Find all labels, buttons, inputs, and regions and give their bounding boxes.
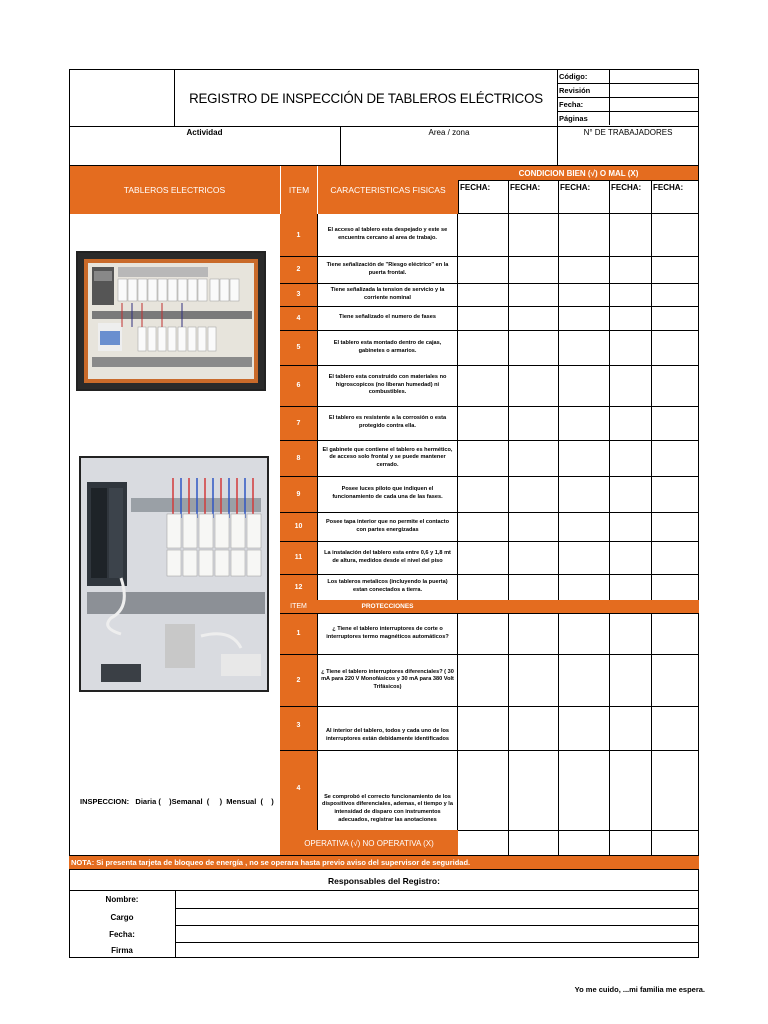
meta-line (557, 97, 699, 98)
cargo-field[interactable] (176, 909, 698, 925)
col-caracteristicas-header: CARACTERISTICAS FISICAS (317, 166, 458, 214)
item-description: El acceso al tablero esta despejado y este se encuentra cercano al area de trabajo. (327, 227, 448, 241)
prot-description: Al interior del tablero, todos y cada uno de los interruptores están debidamente identificados (325, 728, 450, 742)
operativa-label: OPERATIVA (√) NO OPERATIVA (X) (280, 830, 458, 856)
col-item-header: ITEM (280, 166, 317, 214)
item-description: El tablero esta construido con materiales no higroscopicos (no liberan humedad) ni combustibles. (328, 374, 447, 396)
inspeccion-frequency: INSPECCION: Diaria ( )Semanal ( ) Mensual ( ) (80, 797, 274, 806)
item-number: 2 (296, 266, 301, 273)
item-number: 10 (294, 523, 303, 530)
item-description: El gabinete que contiene el tablero es hermético, de acceso solo frontal y se puede mantener cerrado. (322, 446, 453, 468)
firma-label: Firma (111, 946, 133, 955)
row-line (280, 750, 698, 751)
fecha-header: FECHA: (459, 181, 508, 192)
fecha-label: Fecha: (109, 930, 135, 939)
col-tableros-header: TABLEROS ELECTRICOS (69, 166, 280, 214)
condicion-header: CONDICION BIEN (√) O MAL (X) (458, 166, 699, 180)
date-col-line (508, 180, 509, 856)
prot-description: ¿ Tiene el tablero interruptores diferenciales? ( 30 mA para 220 V Monofásicos y 30 mA para 380 Volt Trifásicos) (321, 668, 454, 690)
prot-number: 4 (296, 785, 301, 792)
item-description: Posee tapa interior que no permite el contacto con partes energizadas (325, 518, 450, 533)
fecha-header: FECHA: (559, 181, 608, 192)
prot-description: Se comprobó el correcto funcionamiento de los dispositivos diferenciales, ademas, el tiempo y la intensidad de disparo con instrumentos adecuados, registrar las anotaciones (322, 793, 453, 823)
meta-codigo-label: Código: (559, 72, 588, 81)
electrical-panel-photo (76, 251, 266, 391)
trabajadores-label: N° DE TRABAJADORES (583, 128, 673, 137)
item-number: 4 (296, 314, 301, 322)
meta-line (557, 111, 699, 112)
item-number: 1 (296, 231, 301, 239)
fecha-header: FECHA: (652, 181, 698, 192)
item-description: Tiene señalización de "Riesgo eléctrico" en la puerta frontal. (326, 261, 449, 276)
table-right-border (698, 166, 699, 856)
item2-header: ITEM (290, 603, 307, 610)
prot-description: ¿ Tiene el tablero interruptores de corte o interruptores termo magnéticos automáticos? (326, 625, 449, 640)
firma-field[interactable] (176, 943, 698, 958)
item-description: El tablero esta montado dentro de cajas, gabinetes o armarios. (333, 339, 442, 354)
item-number: 11 (294, 554, 303, 561)
date-col-line (609, 180, 610, 856)
nombre-field[interactable] (176, 891, 698, 908)
row-line (280, 706, 698, 707)
item-description: Tiene señalizado el numero de fases (339, 314, 436, 321)
cargo-label: Cargo (110, 913, 134, 922)
item-number: 12 (294, 583, 303, 591)
fecha-header: FECHA: (610, 181, 650, 192)
item-number: 6 (296, 382, 301, 389)
fecha-header: FECHA: (509, 181, 558, 192)
table-left-border (69, 166, 70, 856)
item-number: 8 (296, 454, 301, 462)
area-label: Area / zona (428, 128, 470, 137)
prot-number: 1 (296, 630, 301, 637)
item-description: El tablero es resistente a la corrosión o esta protegido contra ella. (328, 415, 447, 429)
meta-revision-label: Revisión (559, 86, 591, 95)
responsables-title: Responsables del Registro: (328, 876, 440, 886)
nota-banner: NOTA: Si presenta tarjeta de bloqueo de energía , no se operara hasta previo aviso del supervisor de seguridad. (69, 856, 699, 869)
meta-fecha-label: Fecha: (559, 100, 584, 109)
item-description: Posee luces piloto que indiquen el funcionamiento de cada una de las fases. (332, 486, 443, 500)
footer-motto: Yo me cuido, ...mi familia me espera. (574, 985, 705, 994)
item-description: Tiene señalizada la tension de servicio y la corriente nominal (330, 286, 445, 301)
date-col-line (651, 180, 652, 856)
meta-paginas-label: Páginas (559, 114, 588, 123)
electrical-panel-photo (79, 456, 269, 692)
item-number: 5 (296, 344, 301, 351)
date-col-line (558, 180, 559, 856)
actividad-label: Actividad (186, 128, 223, 137)
page-title: REGISTRO DE INSPECCIÓN DE TABLEROS ELÉCTRICOS (189, 90, 543, 106)
prot-number: 3 (296, 722, 301, 729)
item-number: 9 (296, 490, 301, 498)
nombre-label: Nombre: (105, 895, 139, 904)
prot-number: 2 (296, 676, 301, 684)
item-description: La instalación del tablero esta entre 0,6 y 1,8 mt de altura, medidos desde el nivel del piso (324, 549, 451, 564)
item-number: 3 (296, 291, 301, 298)
item-description: Los tableros metalicos (incluyendo la puerta) estan conectados a tierra. (327, 579, 448, 593)
protecciones-header: PROTECCIONES (361, 603, 414, 610)
meta-line (557, 83, 699, 84)
logo-box (69, 69, 175, 127)
fecha-field[interactable] (176, 926, 698, 942)
item-number: 7 (296, 419, 301, 427)
